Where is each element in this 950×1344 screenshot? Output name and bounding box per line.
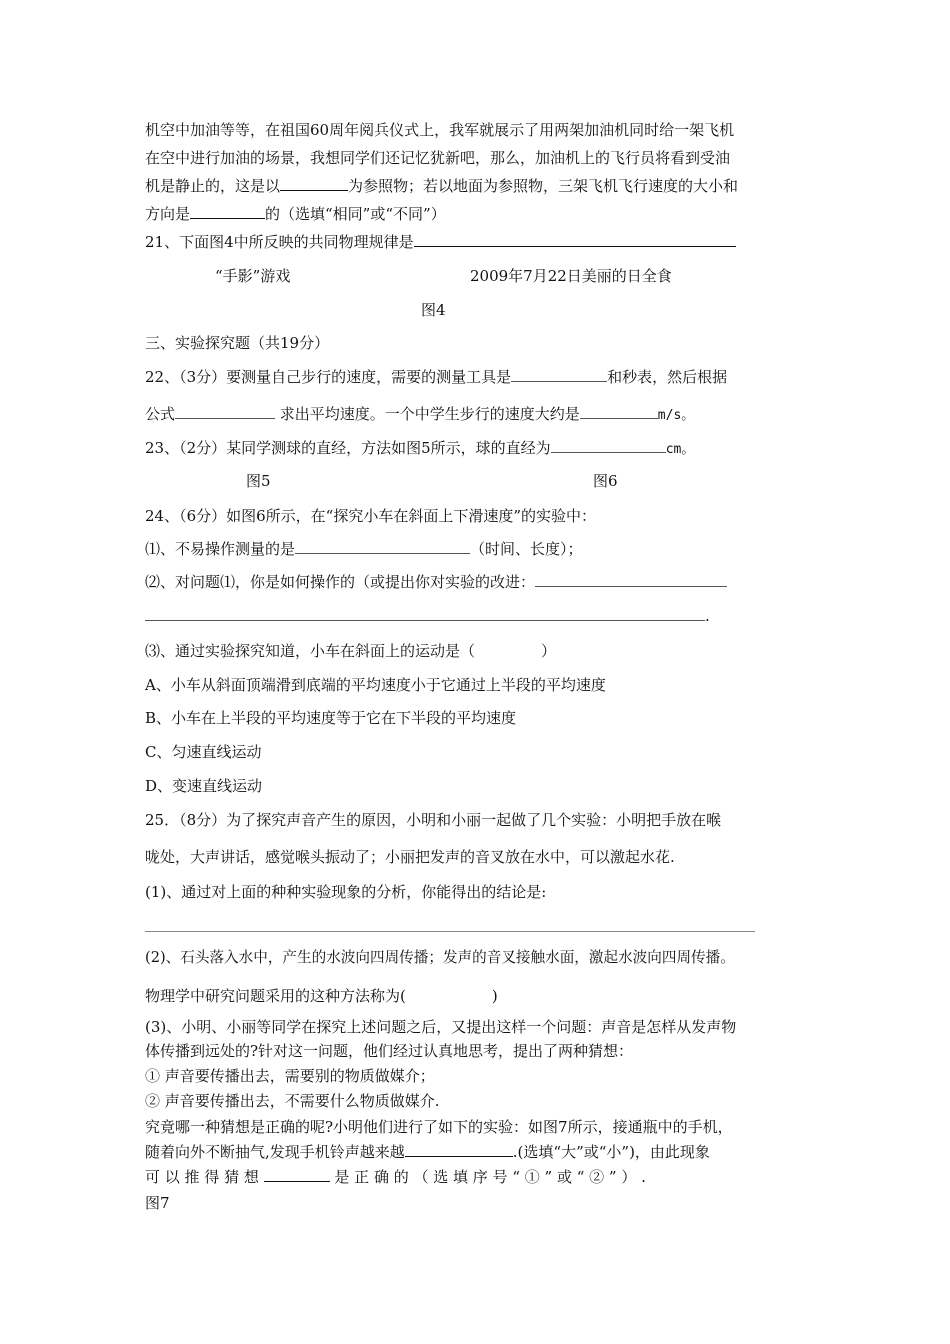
answer-blank[interactable] — [264, 1167, 330, 1182]
question-23 — [145, 438, 694, 460]
question-text: 23、（2分）某同学测球的直经，方法如图5所示，球的直经为 — [145, 439, 551, 457]
question-text: 随着向外不断抽气,发现手机铃声越来越 — [145, 1143, 405, 1161]
text-segment: 机是静止的，这是以 — [145, 177, 281, 195]
question-text: ⑶、通过实验探究知道，小车在斜面上的运动是（ — [145, 642, 476, 660]
question-text: ） — [541, 642, 557, 660]
question-25-part3-line3: 究竟哪一种猜想是正确的呢?小明他们进行了如下的实验：如图7所示，接通瓶中的手机， — [145, 1118, 733, 1136]
option-d: D、变速直线运动 — [145, 777, 263, 795]
question-22 — [145, 367, 727, 387]
answer-blank[interactable] — [295, 539, 470, 554]
section-title: 三、实验探究题（共19分） — [145, 334, 330, 352]
unit-label: m/s。 — [657, 408, 695, 423]
question-text: 求出平均速度。一个中学生步行的速度大约是 — [275, 405, 580, 423]
question-22-line2 — [145, 404, 694, 426]
guess-2: ② 声音要传播出去，不需要什么物质做媒介. — [145, 1092, 440, 1110]
question-text: 公式 — [145, 405, 176, 423]
paragraph-line: 机空中加油等等，在祖国60周年阅兵仪式上，我军就展示了用两架加油机同时给一架飞机 — [145, 121, 735, 139]
answer-line[interactable] — [145, 931, 755, 932]
text-segment: . — [705, 607, 710, 625]
answer-blank[interactable] — [551, 438, 666, 453]
question-25-part1: (1)、通过对上面的种种实验现象的分析，你能得出的结论是: — [145, 883, 547, 901]
figure-caption-right: 2009年7月22日美丽的日全食 — [470, 267, 672, 285]
text-segment: 方向是 — [145, 205, 191, 223]
question-25-part3: (3)、小明、小丽等同学在探究上述问题之后，又提出这样一个问题：声音是怎样从发声物 — [145, 1018, 737, 1036]
question-25-part3-line4 — [145, 1142, 710, 1162]
question-text: 和秒表，然后根据 — [607, 368, 728, 386]
paragraph-line: 在空中进行加油的场景，我想同学们还记忆犹新吧，那么，加油机上的飞行员将看到受油 — [145, 149, 731, 167]
figure-label: 图6 — [593, 472, 618, 490]
figure-caption-left: “手影”游戏 — [215, 267, 291, 285]
question-text: .(选填“大”或“小”)，由此现象 — [512, 1143, 710, 1161]
paragraph-line — [145, 176, 738, 196]
question-text: 物理学中研究问题采用的这种方法称为( — [145, 987, 406, 1005]
guess-1: ① 声音要传播出去，需要别的物质做媒介； — [145, 1067, 435, 1085]
question-text: 可 以 推 得 猜 想 — [145, 1168, 259, 1186]
question-25-part2b — [145, 986, 498, 1006]
question-21 — [145, 232, 736, 252]
answer-blank[interactable] — [145, 606, 705, 621]
text-segment: 的（选填“相同”或“不同”） — [265, 205, 446, 223]
question-text: ⑵、对问题⑴，你是如何操作的（或提出你对实验的改进： — [145, 573, 536, 591]
question-25: 25．（8分）为了探究声音产生的原因，小明和小丽一起做了几个实验：小明把手放在喉 — [145, 811, 722, 829]
figure-label: 图7 — [145, 1194, 170, 1212]
option-c: C、匀速直线运动 — [145, 743, 262, 761]
figure-label: 图4 — [421, 301, 446, 319]
question-text: 是 正 确 的 （ 选 填 序 号 “ ① ” 或 “ ② ” ） . — [334, 1168, 646, 1186]
answer-blank[interactable] — [175, 404, 275, 419]
question-24: 24、（6分）如图6所示，在“探究小车在斜面上下滑速度”的实验中： — [145, 507, 597, 525]
question-25-line2: 咙处，大声讲话，感觉喉头振动了；小丽把发声的音叉放在水中，可以激起水花. — [145, 848, 675, 866]
text-segment: 为参照物；若以地面为参照物，三架飞机飞行速度的大小和 — [348, 177, 739, 195]
question-24-part1 — [145, 539, 583, 559]
option-b: B、小车在上半段的平均速度等于它在下半段的平均速度 — [145, 709, 517, 727]
answer-blank[interactable] — [511, 367, 607, 382]
option-a: A、小车从斜面顶端滑到底端的平均速度小于它通过上半段的平均速度 — [145, 676, 606, 694]
question-25-part2: (2)、石头落入水中，产生的水波向四周传播；发声的音叉接触水面，激起水波向四周传播。 — [145, 949, 735, 966]
question-25-part3-line5 — [145, 1167, 646, 1187]
answer-blank[interactable] — [405, 1142, 513, 1157]
question-text: ⑴、不易操作测量的是 — [145, 540, 296, 558]
paragraph-line — [145, 204, 446, 224]
answer-blank[interactable] — [535, 572, 727, 587]
question-text: （时间、长度）； — [470, 540, 583, 558]
unit-label: cm。 — [665, 442, 695, 457]
question-25-part3-line2: 体传播到远处的?针对这一问题，他们经过认真地思考，提出了两种猜想： — [145, 1042, 634, 1060]
question-text: ) — [491, 987, 498, 1005]
question-24-part2 — [145, 572, 727, 592]
question-24-part3 — [145, 641, 556, 661]
answer-blank[interactable] — [580, 404, 658, 419]
answer-blank[interactable] — [280, 176, 348, 191]
figure-label: 图5 — [246, 472, 271, 490]
question-text: 21、下面图4中所反映的共同物理规律是 — [145, 233, 414, 251]
answer-blank[interactable] — [414, 232, 736, 247]
question-text: 22、（3分）要测量自己步行的速度，需要的测量工具是 — [145, 368, 512, 386]
question-24-part2-line2 — [145, 606, 710, 626]
answer-blank[interactable] — [190, 204, 265, 219]
